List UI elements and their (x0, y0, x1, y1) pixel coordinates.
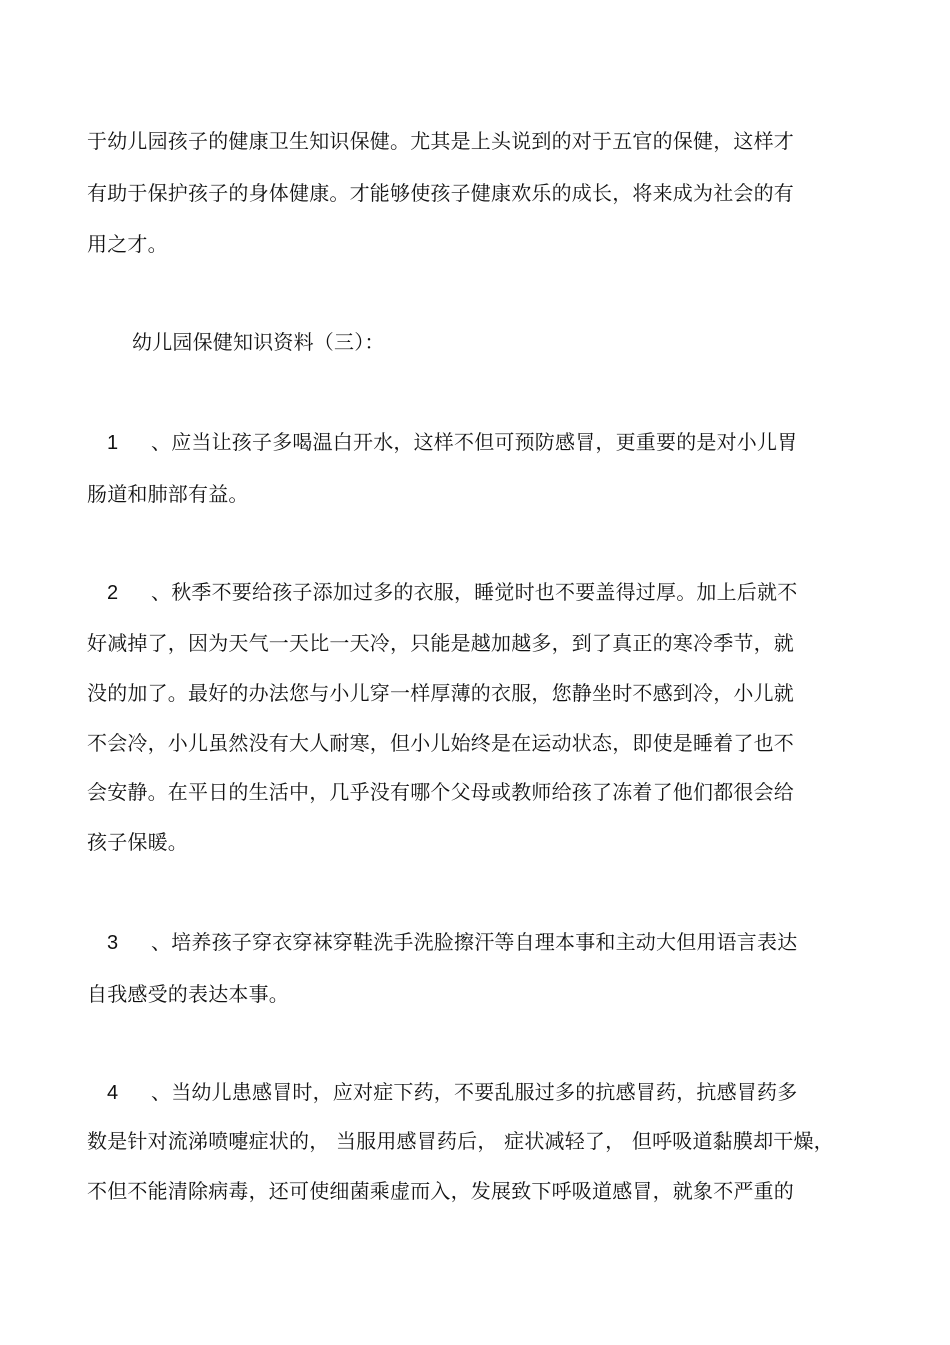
section-heading: 幼儿园保健知识资料（三）： (132, 330, 385, 354)
list-item-first-line (87, 1079, 797, 1106)
item-text: 、培养孩子穿衣穿袜穿鞋洗手洗脸擦汗等自理本事和主动大但用语言表达 (151, 930, 798, 954)
paragraph-line: 没的加了。最好的办法您与小儿穿一样厚薄的衣服，您静坐时不感到冷，小儿就 (87, 681, 794, 705)
item-text: 、当幼儿患感冒时，应对症下药，不要乱服过多的抗感冒药，抗感冒药多 (151, 1080, 798, 1104)
paragraph-line: 好减掉了，因为天气一天比一天冷，只能是越加越多，到了真正的寒冷季节，就 (87, 631, 794, 655)
paragraph-line: 肠道和肺部有益。 (87, 482, 249, 506)
item-number: 3 (107, 932, 119, 954)
item-text: 、应当让孩子多喝温白开水，这样不但可预防感冒，更重要的是对小儿胃 (151, 430, 798, 454)
paragraph-line: 不会冷，小儿虽然没有大人耐寒，但小儿始终是在运动状态，即使是睡着了也不 (87, 731, 794, 755)
item-text: 、秋季不要给孩子添加过多的衣服，睡觉时也不要盖得过厚。加上后就不 (151, 580, 798, 604)
item-number: 1 (107, 432, 119, 454)
paragraph-line: 有助于保护孩子的身体健康。才能够使孩子健康欢乐的成长，将来成为社会的有 (87, 181, 794, 205)
list-item-first-line (87, 929, 797, 956)
paragraph-line: 数是针对流涕喷嚏症状的， 当服用感冒药后， 症状减轻了， 但呼吸道黏膜却干燥， (87, 1129, 834, 1153)
paragraph-line: 于幼儿园孩子的健康卫生知识保健。尤其是上头说到的对于五官的保健，这样才 (87, 129, 794, 153)
paragraph-line: 会安静。在平日的生活中，几乎没有哪个父母或教师给孩了冻着了他们都很会给 (87, 780, 794, 804)
item-number: 4 (107, 1082, 119, 1104)
paragraph-line: 孩子保暖。 (87, 830, 188, 854)
paragraph-line: 用之才。 (87, 232, 168, 256)
item-number: 2 (107, 582, 119, 604)
list-item-first-line (87, 429, 797, 456)
list-item-first-line (87, 579, 797, 606)
paragraph-line: 自我感受的表达本事。 (87, 982, 289, 1006)
paragraph-line: 不但不能清除病毒，还可使细菌乘虚而入，发展致下呼吸道感冒，就象不严重的 (87, 1179, 794, 1203)
